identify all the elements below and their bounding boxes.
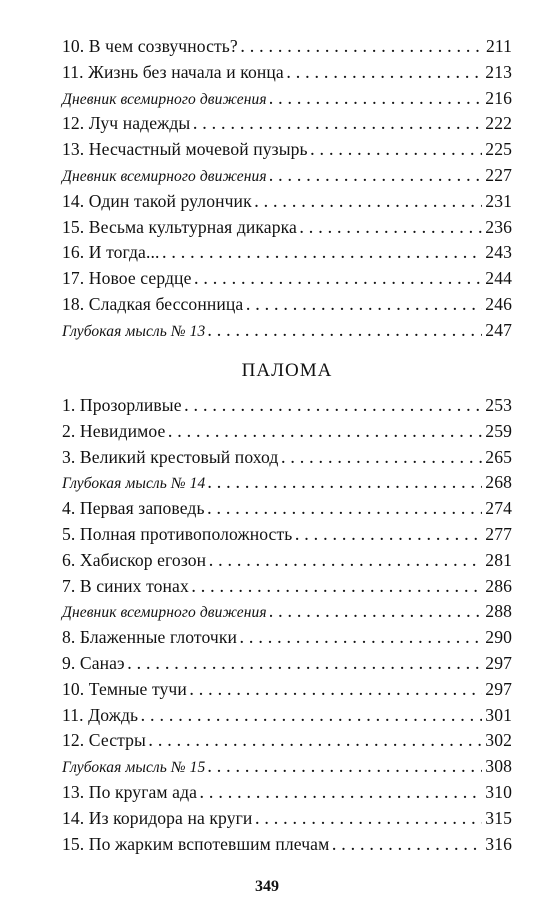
entry-page-number: 213 — [485, 61, 512, 82]
dot-leader — [311, 139, 483, 165]
toc-chapter-entry — [62, 34, 512, 60]
entry-page-number: 244 — [485, 268, 512, 289]
entry-page-number: 297 — [485, 652, 512, 673]
entry-page-number: 211 — [485, 36, 512, 56]
entry-page-number: 259 — [485, 420, 512, 441]
entry-page-number: 316 — [485, 833, 512, 854]
entry-page-number: 301 — [485, 704, 512, 725]
toc-list-part-1 — [62, 34, 512, 344]
entry-title: 8. Блаженные глоточки — [62, 627, 238, 648]
entry-title: 13. По кругам ада — [62, 781, 198, 802]
dot-leader — [270, 165, 483, 191]
entry-page-number: 286 — [485, 575, 512, 596]
entry-title: Дневник всемирного движения — [62, 167, 267, 185]
toc-interlude-entry — [62, 470, 512, 496]
dot-leader — [295, 524, 482, 550]
entry-title: 3. Великий крестовый поход — [62, 446, 279, 467]
entry-page-number: 247 — [485, 319, 512, 340]
toc-chapter-entry — [62, 240, 512, 266]
page-number: 349 — [255, 878, 279, 895]
dot-leader — [194, 268, 482, 294]
toc-chapter-entry — [62, 703, 512, 729]
dot-leader — [208, 320, 482, 346]
toc-interlude-entry — [62, 599, 512, 625]
entry-title: 15. По жарким вспотевшим плечам — [62, 833, 330, 854]
entry-title: 4. Первая заповедь — [62, 498, 205, 519]
entry-title: 18. Сладкая бессонница — [62, 293, 244, 314]
entry-page-number: 253 — [485, 395, 512, 415]
dot-leader — [246, 294, 482, 320]
toc-interlude-entry — [62, 163, 512, 189]
entry-page-number: 222 — [485, 113, 512, 134]
toc-chapter-entry — [62, 419, 512, 445]
entry-title: Дневник всемирного движения — [62, 604, 267, 622]
toc-chapter-entry — [62, 548, 512, 574]
dot-leader — [241, 36, 483, 62]
entry-title: 11. Жизнь без начала и конца — [62, 61, 284, 82]
entry-page-number: 281 — [485, 549, 512, 570]
toc-chapter-entry — [62, 266, 512, 292]
entry-page-number: 231 — [485, 190, 512, 211]
dot-leader — [149, 730, 482, 756]
dot-leader — [300, 217, 482, 243]
entry-page-number: 243 — [485, 242, 512, 263]
dot-leader — [193, 113, 482, 139]
entry-page-number: 302 — [485, 730, 512, 751]
entry-page-number: 308 — [485, 756, 512, 777]
entry-title: 1. Прозорливые — [62, 395, 182, 415]
dot-leader — [185, 395, 483, 421]
toc-chapter-entry — [62, 292, 512, 318]
dot-leader — [270, 601, 483, 627]
entry-title: 14. Из коридора на круги — [62, 807, 253, 828]
dot-leader — [200, 782, 482, 808]
entry-title: 6. Хабискор егозон — [62, 549, 207, 570]
entry-title: Дневник всемирного движения — [62, 90, 267, 108]
toc-chapter-entry — [62, 574, 512, 600]
dot-leader — [208, 472, 482, 498]
entry-page-number: 227 — [485, 164, 512, 185]
entry-title: Глубокая мысль № 13 — [62, 322, 206, 340]
toc-chapter-entry — [62, 111, 512, 137]
entry-page-number: 290 — [485, 627, 512, 648]
toc-interlude-entry — [62, 754, 512, 780]
entry-page-number: 310 — [485, 781, 512, 802]
toc-chapter-entry — [62, 728, 512, 754]
entry-title: 16. И тогда... — [62, 242, 160, 263]
dot-leader — [190, 679, 482, 705]
dot-leader — [287, 62, 482, 88]
dot-leader — [128, 653, 483, 679]
entry-title: Глубокая мысль № 14 — [62, 475, 206, 493]
toc-list-paloma — [62, 343, 512, 857]
dot-leader — [168, 421, 482, 447]
dot-leader — [281, 447, 482, 473]
entry-page-number: 297 — [485, 678, 512, 699]
toc-chapter-entry — [62, 651, 512, 677]
dot-leader — [141, 705, 482, 731]
toc-chapter-entry — [62, 445, 512, 471]
entry-title: Глубокая мысль № 15 — [62, 759, 206, 777]
dot-leader — [162, 242, 482, 268]
dot-leader — [270, 88, 483, 114]
entry-title: 2. Невидимое — [62, 420, 166, 441]
entry-page-number: 236 — [485, 216, 512, 237]
toc-chapter-entry — [62, 832, 512, 858]
entry-title: 10. В чем созвучность? — [62, 36, 238, 56]
toc-chapter-entry — [62, 60, 512, 86]
toc-chapter-entry — [62, 393, 512, 419]
dot-leader — [208, 756, 482, 782]
entry-title: 13. Несчастный мочевой пузырь — [62, 139, 308, 160]
toc-chapter-entry — [62, 780, 512, 806]
entry-title: 7. В синих тонах — [62, 575, 189, 596]
toc-chapter-entry — [62, 677, 512, 703]
entry-title: 17. Новое сердце — [62, 268, 192, 289]
entry-title: 9. Санаэ — [62, 652, 125, 673]
dot-leader — [255, 191, 483, 217]
toc-interlude-entry — [62, 86, 512, 112]
toc-chapter-entry — [62, 137, 512, 163]
entry-page-number: 274 — [485, 498, 512, 519]
entry-page-number: 216 — [485, 87, 512, 108]
dot-leader — [209, 550, 482, 576]
dot-leader — [332, 834, 482, 860]
entry-title: 5. Полная противоположность — [62, 523, 293, 544]
entry-title: 10. Темные тучи — [62, 678, 187, 699]
entry-page-number: 268 — [485, 472, 512, 493]
dot-leader — [255, 808, 482, 834]
toc-chapter-entry — [62, 215, 512, 241]
entry-title: 11. Дождь — [62, 704, 139, 725]
entry-page-number: 288 — [485, 601, 512, 622]
dot-leader — [240, 627, 482, 653]
toc-chapter-entry — [62, 806, 512, 832]
toc-interlude-entry — [62, 318, 512, 344]
dot-leader — [192, 576, 482, 602]
dot-leader — [208, 498, 483, 524]
toc-chapter-entry — [62, 496, 512, 522]
entry-page-number: 265 — [485, 446, 512, 467]
entry-title: 12. Луч надежды — [62, 113, 191, 134]
entry-page-number: 315 — [485, 807, 512, 828]
entry-title: 12. Сестры — [62, 730, 146, 751]
entry-title: 14. Один такой рулончик — [62, 190, 252, 211]
section-title: ПАЛОМА — [241, 360, 333, 381]
toc-chapter-entry — [62, 522, 512, 548]
entry-page-number: 277 — [485, 523, 512, 544]
entry-title: 15. Весьма культурная дикарка — [62, 216, 297, 237]
entry-page-number: 225 — [485, 139, 512, 160]
entry-page-number: 246 — [485, 293, 512, 314]
toc-chapter-entry — [62, 625, 512, 651]
toc-chapter-entry — [62, 189, 512, 215]
